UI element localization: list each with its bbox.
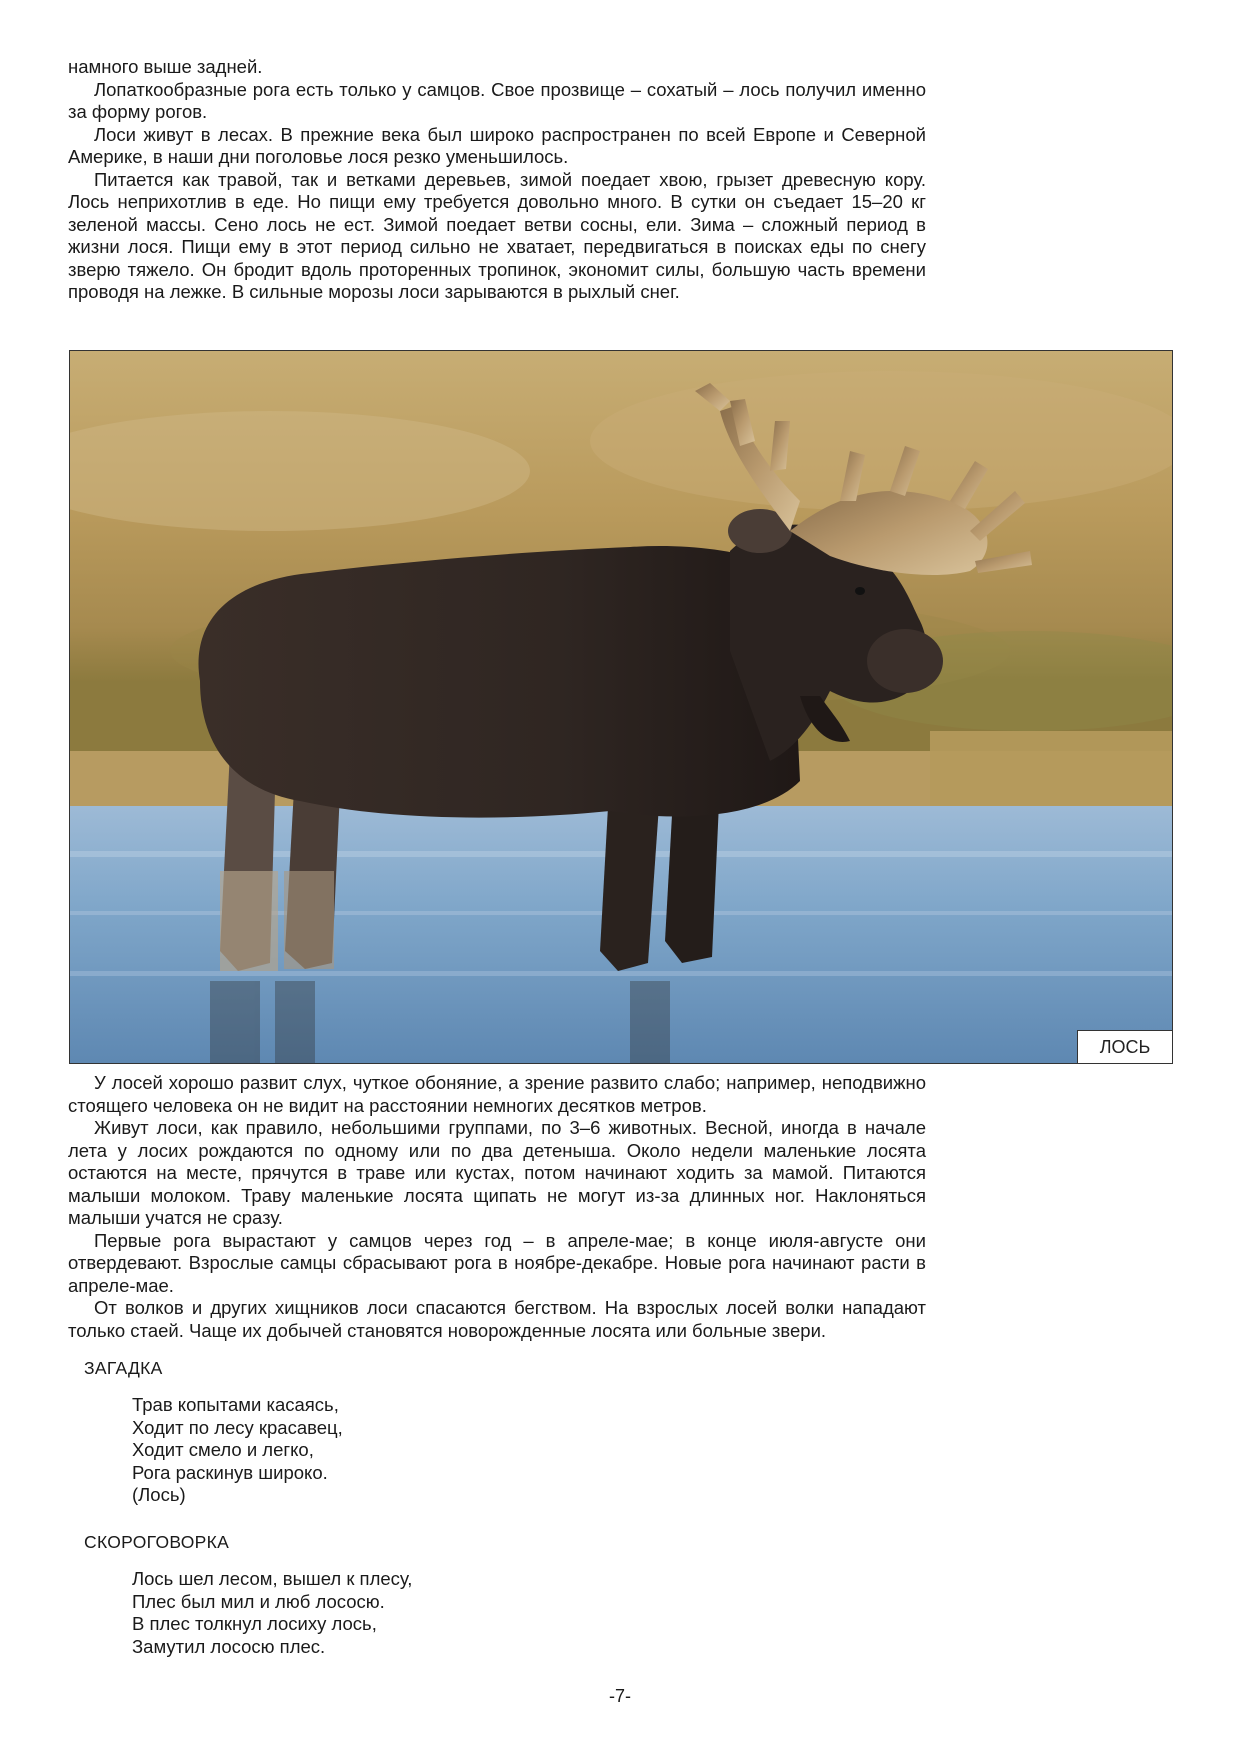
photo-caption: ЛОСЬ (1077, 1030, 1172, 1063)
tongue-twister-heading: СКОРОГОВОРКА (84, 1532, 230, 1552)
verse-line: Замутил лососю плес. (132, 1635, 326, 1657)
paragraph: У лосей хорошо развит слух, чуткое обоняние, а зрение развито слабо; например, неподвижно стоящего человека он не видит на расстоянии немногих десятков метров. (68, 1072, 926, 1116)
riddle-heading: ЗАГАДКА (84, 1358, 163, 1378)
top-text-block (68, 56, 926, 304)
moose-photo (69, 350, 1173, 1064)
verse-line: Ходит по лесу красавец, (132, 1416, 343, 1438)
verse-line: Трав копытами касаясь, (132, 1394, 339, 1415)
paragraph: намного выше задней. (68, 56, 263, 77)
verse-line: Ходит смело и легко, (132, 1439, 314, 1460)
verse-line: Плес был мил и люб лососю. (132, 1590, 385, 1612)
moose-body (198, 546, 800, 818)
paragraph: Первые рога вырастают у самцов через год – в апреле-мае; в конце июля-августе они отвердевают. Взрослые самцы сбрасывают рога в ноябре-декабре. Новые рога начинают расти в апреле-мае. (68, 1229, 926, 1296)
paragraph: Питается как травой, так и ветками деревьев, зимой поедает хвою, грызет древесную кору. Лось неприхотлив в еде. Но пищи ему требуется довольно много. В сутки он съедает 15–20 кг зеленой массы. Сено лось не ест. Зимой поедает ветви сосны, ели. Зима – сложный период в жизни лося. Пищи ему в этот период сильно не хватает, передвигаться в поисках еды по снегу зверю тяжело. Он бродит вдоль проторенных тропинок, экономит силы, большую часть времени проводя на лежке. В сильные морозы лоси зарываются в рыхлый снег. (68, 168, 926, 302)
verse-line: Рога раскинув широко. (132, 1461, 328, 1483)
paragraph: Лоси живут в лесах. В прежние века был широко распространен по всей Европе и Северной Америке, в наши дни поголовье лося резко уменьшилось. (68, 123, 926, 167)
bottom-text-block (68, 1072, 926, 1342)
tongue-twister-verse (132, 1568, 412, 1658)
verse-line: В плес толкнул лосиху лось, (132, 1613, 377, 1634)
paragraph: От волков и других хищников лоси спасаются бегством. На взрослых лосей волки нападают только стаей. Чаще их добычей становятся новорожденные лосята или больные звери. (68, 1297, 926, 1341)
page-number: -7- (609, 1686, 631, 1706)
paragraph: Лопаткообразные рога есть только у самцов. Свое прозвище – сохатый – лось получил именно за форму рогов. (68, 78, 926, 122)
verse-line: Лось шел лесом, вышел к плесу, (132, 1568, 413, 1589)
riddle-verse (132, 1394, 343, 1507)
paragraph: Живут лоси, как правило, небольшими группами, по 3–6 животных. Весной, иногда в начале лета у лосих рождаются по одному или по два детеныша. Около недели маленькие лосята остаются на месте, прячутся в траве или кустах, потом начинают ходить за мамой. Питаются малыши молоком. Траву маленькие лосята щипать не могут из-за длинных ног. Наклоняться малыши учатся не сразу. (68, 1117, 926, 1228)
riddle-answer: (Лось) (132, 1484, 186, 1505)
moose-photo-illustration (70, 351, 1172, 1063)
